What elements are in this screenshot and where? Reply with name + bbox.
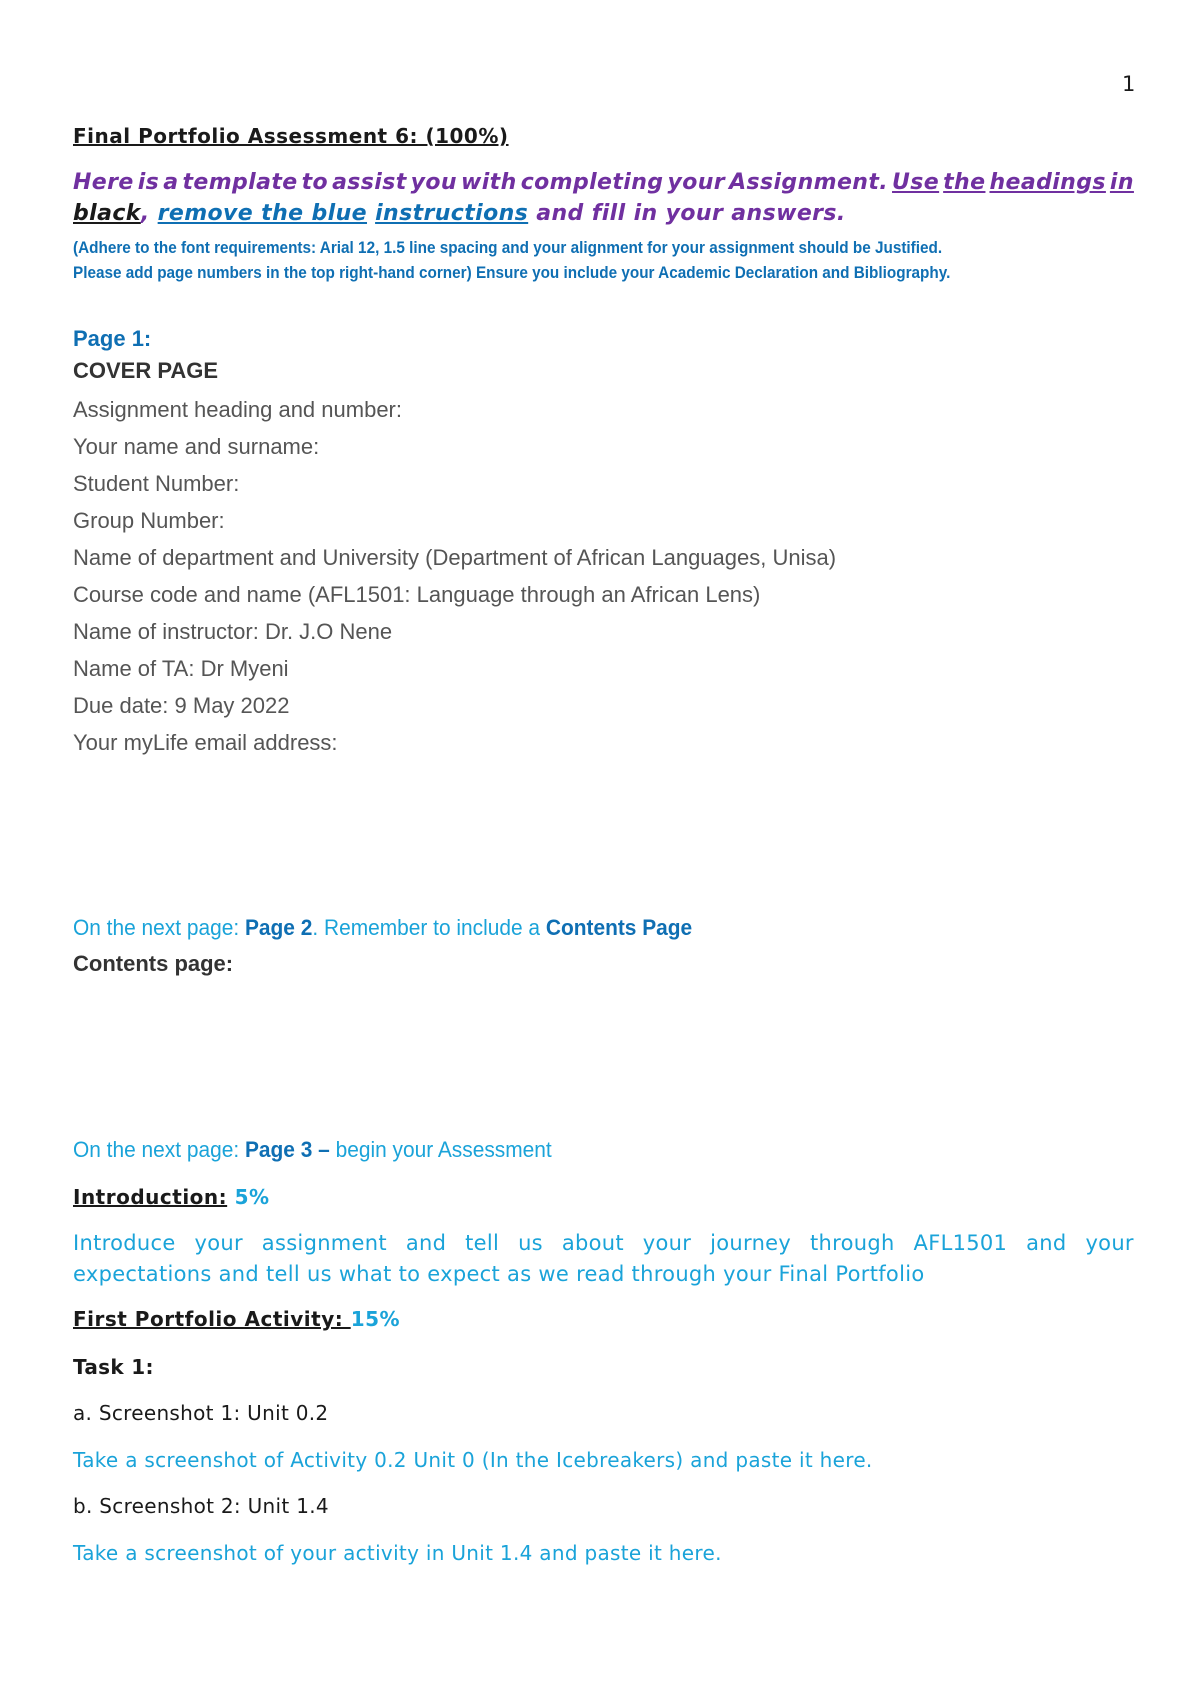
intro-word: completing xyxy=(520,170,664,195)
first-activity-heading-line xyxy=(73,1307,400,1331)
next-page-3-note xyxy=(73,1137,552,1163)
intro-body-word: and xyxy=(1026,1231,1067,1255)
font-requirements-line2: Please add page numbers in the top right-hand corner) Ensure you include your Academic Declaration and Bibliography. xyxy=(73,263,951,282)
intro-word: a xyxy=(163,170,179,195)
first-activity-weight: 15% xyxy=(350,1307,401,1331)
black-word: black xyxy=(73,201,141,226)
intro-body-word: Introduce xyxy=(73,1231,176,1255)
intro-body-word: journey xyxy=(710,1231,792,1255)
intro-word: Assignment. xyxy=(729,170,889,195)
introduction-body-line1 xyxy=(73,1231,1134,1255)
intro-body-word: tell xyxy=(465,1231,500,1255)
intro-body-word: your xyxy=(642,1231,692,1255)
intro-body-word: us xyxy=(518,1231,543,1255)
intro-body-word: AFL1501 xyxy=(913,1231,1008,1255)
intro-tail: and fill in your answers. xyxy=(536,201,846,226)
intro-body-word: your xyxy=(194,1231,243,1255)
intro-word: to xyxy=(301,170,329,195)
introduction-heading-line xyxy=(73,1185,270,1209)
intro-word: template xyxy=(182,170,298,195)
cover-field: Name of department and University (Department of African Languages, Unisa) xyxy=(73,545,837,570)
cover-page-heading: COVER PAGE xyxy=(73,358,219,383)
cover-field: Your name and surname: xyxy=(73,434,320,459)
intro-word: with xyxy=(461,170,517,195)
cover-field: Name of TA: Dr Myeni xyxy=(73,656,289,681)
next-page-middle: . Remember to include a xyxy=(312,915,546,940)
contents-page-ref: Contents Page xyxy=(545,915,693,940)
intro-word: in xyxy=(1109,170,1134,195)
template-intro-line2 xyxy=(73,201,846,226)
intro-body-word: about xyxy=(561,1231,624,1255)
font-requirements-line1: (Adhere to the font requirements: Arial 12, 1.5 line spacing and your alignment for your assignment should be Justified. xyxy=(73,238,943,257)
intro-body-word: assignment xyxy=(261,1231,387,1255)
introduction-weight: 5% xyxy=(227,1185,270,1209)
cover-field: Student Number: xyxy=(73,471,240,496)
page-3-ref: Page 3 – xyxy=(244,1137,330,1162)
first-activity-heading: First Portfolio Activity: xyxy=(73,1307,351,1331)
page-1-label: Page 1: xyxy=(73,326,152,351)
screenshot-item-label: b. Screenshot 2: Unit 1.4 xyxy=(73,1494,329,1518)
introduction-heading: Introduction: xyxy=(73,1185,228,1209)
intro-comma: , xyxy=(140,201,150,226)
task-1-heading: Task 1: xyxy=(73,1355,154,1379)
screenshot-item-instruction: Take a screenshot of Activity 0.2 Unit 0 (In the Icebreakers) and paste it here. xyxy=(73,1448,873,1472)
intro-word: is xyxy=(137,170,160,195)
intro-word: Use xyxy=(892,170,940,195)
page-2-ref: Page 2 xyxy=(244,915,313,940)
cover-field: Due date: 9 May 2022 xyxy=(73,693,290,718)
intro-word: you xyxy=(410,170,457,195)
cover-field: Your myLife email address: xyxy=(73,730,338,755)
intro-word: Here xyxy=(73,170,134,195)
cover-field: Name of instructor: Dr. J.O Nene xyxy=(73,619,393,644)
screenshot-item-instruction: Take a screenshot of your activity in Unit 1.4 and paste it here. xyxy=(73,1541,722,1565)
intro-body-word: your xyxy=(1085,1231,1134,1255)
intro-word: your xyxy=(667,170,726,195)
intro-word: headings xyxy=(989,170,1106,195)
instructions-text: instructions xyxy=(375,201,529,226)
next-page-suffix: begin your Assessment xyxy=(329,1137,552,1162)
contents-page-heading: Contents page: xyxy=(73,951,234,976)
cover-field: Assignment heading and number: xyxy=(73,397,402,422)
next-page-2-note xyxy=(73,915,692,941)
template-intro-line1 xyxy=(73,170,1134,195)
page-number: 1 xyxy=(1122,72,1136,96)
intro-body-word: through xyxy=(810,1231,895,1255)
intro-word: assist xyxy=(332,170,407,195)
remove-blue-text: remove the blue xyxy=(157,201,368,226)
intro-body-word: and xyxy=(405,1231,447,1255)
next-page-prefix: On the next page: xyxy=(73,1137,245,1162)
cover-field: Course code and name (AFL1501: Language through an African Lens) xyxy=(73,582,761,607)
intro-word: the xyxy=(943,170,986,195)
introduction-body-line2: expectations and tell us what to expect as we read through your Final Portfolio xyxy=(73,1262,925,1286)
document-title: Final Portfolio Assessment 6: (100%) xyxy=(73,124,509,148)
screenshot-item-label: a. Screenshot 1: Unit 0.2 xyxy=(73,1401,329,1425)
next-page-prefix: On the next page: xyxy=(73,915,245,940)
cover-field: Group Number: xyxy=(73,508,225,533)
